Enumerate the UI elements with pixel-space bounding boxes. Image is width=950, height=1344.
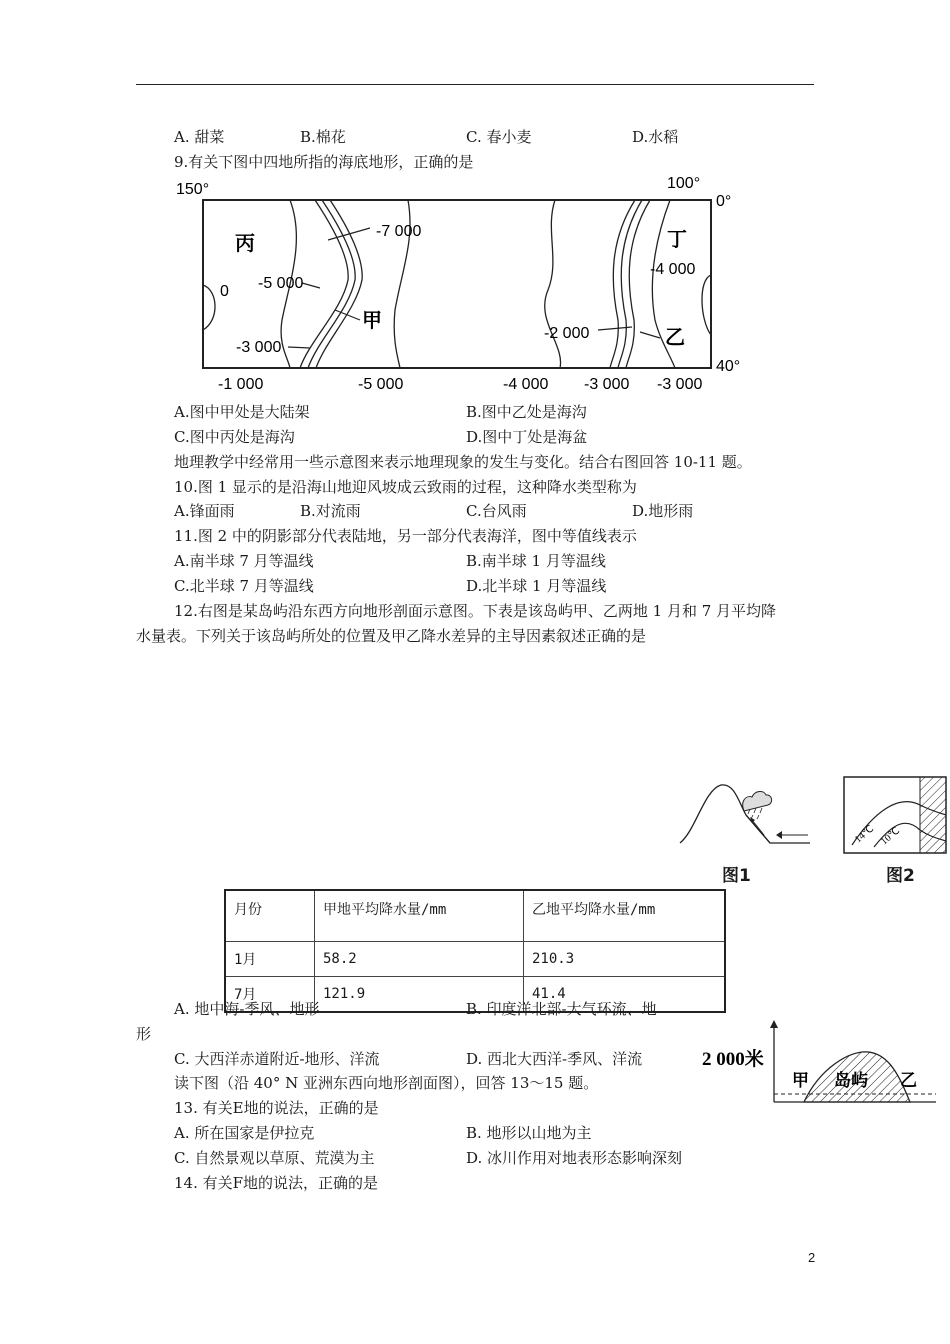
island-profile-figure: [700, 1018, 940, 1110]
figure-1-caption: 图1: [722, 866, 751, 886]
place-yi: 乙: [665, 325, 685, 349]
lon-left-label: 150°: [176, 181, 210, 198]
header-jia: 甲地平均降水量/mm: [315, 890, 524, 942]
q8-option-a: A. 甜菜: [174, 128, 225, 146]
q10-option-b: B.对流雨: [300, 502, 361, 520]
q14-stem: 14. 有关F地的说法，正确的是: [174, 1174, 379, 1192]
cell-month: 1月: [225, 942, 315, 977]
contour-label-5000: -5 000: [258, 275, 304, 292]
q13-stem: 13. 有关E地的说法，正确的是: [174, 1099, 379, 1117]
q11-option-a: A.南半球 7 月等温线: [174, 552, 314, 570]
q11-option-b: B.南半球 1 月等温线: [466, 552, 606, 570]
header-month: 月份: [225, 890, 315, 942]
place-bing: 丙: [235, 231, 255, 255]
precipitation-table: [224, 889, 726, 1013]
table-header-row: [225, 890, 725, 942]
q12-option-b-cont: 形: [136, 1025, 152, 1043]
q9-option-c: C.图中丙处是海沟: [174, 428, 295, 446]
q9-option-d: D.图中丁处是海盆: [466, 428, 588, 446]
contour-label-4000: -4 000: [650, 261, 696, 278]
lat-top-label: 0°: [716, 193, 732, 210]
island-jia-label: 甲: [792, 1071, 809, 1091]
q11-option-d: D.北半球 1 月等温线: [466, 577, 607, 595]
q12-option-b: B. 印度洋北部-大气环流、地: [466, 1000, 657, 1018]
q13-option-a: A. 所在国家是伊拉克: [174, 1124, 315, 1142]
q12-stem-line1: 12.右图是某岛屿沿东西方向地形剖面示意图。下表是该岛屿甲、乙两地 1 月和 7 月平均降: [174, 602, 777, 620]
q12-option-a: A. 地中海-季风、地形: [174, 1000, 320, 1018]
island-yi-label: 乙: [900, 1071, 917, 1091]
intro-10-11: 地理教学中经常用一些示意图来表示地理现象的发生与变化。结合右图回答 10-11 题。: [174, 453, 752, 471]
header-yi: 乙地平均降水量/mm: [524, 890, 726, 942]
isotherm-14-label: 14℃: [852, 823, 877, 846]
seafloor-contour-map: [170, 170, 750, 400]
figure-2-isotherms: [842, 775, 948, 855]
cell-month: 7月: [225, 977, 315, 1013]
q9-option-a: A.图中甲处是大陆架: [174, 403, 310, 421]
figure-2-caption: 图2: [886, 866, 915, 886]
q10-stem: 10.图 1 显示的是沿海山地迎风坡成云致雨的过程，这种降水类型称为: [174, 478, 637, 496]
bottom-label-5: -3 000: [657, 376, 703, 393]
bottom-label-2: -5 000: [358, 376, 404, 393]
q13-option-c: C. 自然景观以草原、荒漠为主: [174, 1149, 375, 1167]
figure-1-orographic-rain: [676, 775, 816, 865]
isotherm-10-label: 10℃: [878, 825, 903, 848]
q9-stem: 9.有关下图中四地所指的海底地形，正确的是: [174, 153, 474, 171]
contour-label-3000: -3 000: [236, 339, 282, 356]
island-name-label: 岛屿: [834, 1071, 868, 1091]
bottom-label-4: -3 000: [584, 376, 630, 393]
q13-option-b: B. 地形以山地为主: [466, 1124, 592, 1142]
place-jia: 甲: [362, 308, 382, 332]
lat-bottom-label: 40°: [716, 358, 741, 375]
q10-option-d: D.地形雨: [632, 502, 694, 520]
cell-yi: 41.4: [524, 977, 726, 1013]
contour-label-2000: -2 000: [544, 325, 590, 342]
q8-option-d: D.水稻: [632, 128, 679, 146]
q9-option-b: B.图中乙处是海沟: [466, 403, 587, 421]
q8-option-c: C. 春小麦: [466, 128, 532, 146]
q12-option-c: C. 大西洋赤道附近-地形、洋流: [174, 1050, 380, 1068]
contour-label-0: 0: [220, 283, 229, 300]
q13-option-d: D. 冰川作用对地表形态影响深刻: [466, 1149, 683, 1167]
q10-option-c: C.台风雨: [466, 502, 527, 520]
page-number: 2: [808, 1250, 816, 1265]
cell-jia: 121.9: [315, 977, 524, 1013]
q8-option-b: B.棉花: [300, 128, 346, 146]
place-ding: 丁: [667, 227, 687, 251]
header-rule: [136, 84, 814, 85]
q12-stem-line2: 水量表。下列关于该岛屿所处的位置及甲乙降水差异的主导因素叙述正确的是: [136, 627, 647, 645]
q11-option-c: C.北半球 7 月等温线: [174, 577, 314, 595]
bottom-label-1: -1 000: [218, 376, 264, 393]
intro-13-15: 读下图（沿 40° N 亚洲东西向地形剖面图），回答 13～15 题。: [174, 1074, 599, 1092]
cell-jia: 58.2: [315, 942, 524, 977]
table-row: [225, 942, 725, 977]
q11-stem: 11.图 2 中的阴影部分代表陆地，另一部分代表海洋，图中等值线表示: [174, 527, 637, 545]
q10-option-a: A.锋面雨: [174, 502, 235, 520]
bottom-label-3: -4 000: [503, 376, 549, 393]
lon-right-label: 100°: [667, 175, 701, 192]
q12-option-d: D. 西北大西洋-季风、洋流: [466, 1050, 643, 1068]
contour-label-7000: -7 000: [376, 223, 422, 240]
island-height-label: 2 000米: [702, 1049, 764, 1070]
cell-yi: 210.3: [524, 942, 726, 977]
